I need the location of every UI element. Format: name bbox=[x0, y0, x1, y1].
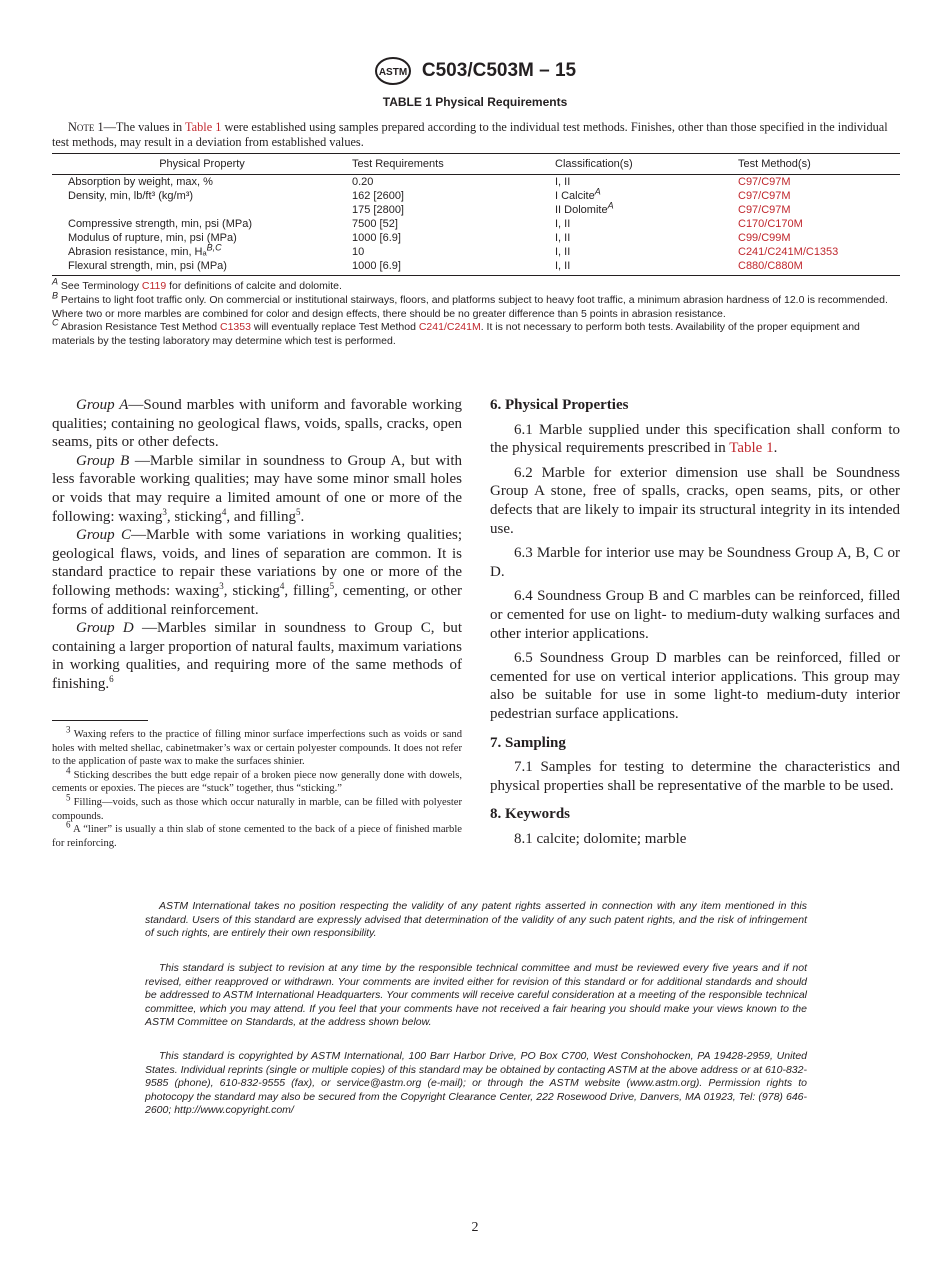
property-cell: Flexural strength, min, psi (MPa) bbox=[52, 259, 352, 276]
svg-text:ASTM: ASTM bbox=[378, 67, 408, 78]
paragraph-6-3: 6.3 Marble for interior use may be Soundness Group A, B, C or D. bbox=[490, 545, 900, 580]
table-row bbox=[52, 189, 900, 203]
table-row bbox=[52, 203, 900, 217]
paragraph-6-5: 6.5 Soundness Group D marbles can be reinforced, filled or cemented for use on vertical interior applications. This group may also be suitable for use in some light-to medium-duty interior pedestrian surface applications. bbox=[490, 650, 900, 722]
table-row bbox=[52, 231, 900, 245]
astm-logo-icon bbox=[374, 56, 412, 86]
col-header: Classification(s) bbox=[555, 154, 738, 175]
requirement-cell: 162 [2600] bbox=[352, 190, 404, 202]
table-row bbox=[52, 259, 900, 276]
left-column bbox=[52, 396, 462, 694]
paragraph-6-2: 6.2 Marble for exterior dimension use shall be Soundness Group A stone, free of spalls, cracks, open seams, pits, or other defects that are likely to impair its structural integrity in its intended use. bbox=[490, 464, 900, 537]
col-header: Test Method(s) bbox=[738, 154, 900, 175]
test-method-link[interactable]: C99/C99M bbox=[738, 232, 791, 244]
table-row bbox=[52, 217, 900, 231]
test-method-link[interactable]: C97/C97M bbox=[738, 190, 791, 202]
c119-link[interactable]: C119 bbox=[141, 280, 167, 292]
right-column bbox=[490, 396, 900, 854]
revision-notice: This standard is subject to revision at any time by the responsible technical committee and must be reviewed every five years and if not revised, either reapproved or withdrawn. Your comments are invited either for revision of this standard or for additional standards and should be addressed to ASTM International Headquarters. Your comments will receive careful consideration at a meeting of the responsible technical committee, which you may attend. If you feel that your comments have not received a fair hearing you should make your views known to the ASTM Committee on Standards, at the address shown below. bbox=[145, 962, 807, 1029]
physical-requirements-table bbox=[52, 153, 900, 276]
paragraph-8-1: 8.1 calcite; dolomite; marble bbox=[514, 830, 687, 847]
table-footnote-a: $^A$ See Terminology C119 for definitions of calcite and dolomite. bbox=[52, 276, 342, 292]
table-footnote-c: $^C$ Abrasion Resistance Test Method C1353 will eventually replace Test Method C241/C241M. It is not necessary to perform both tests. Availability of the proper equipment and materials by the testing laboratory may determine which test is performed. bbox=[52, 317, 860, 348]
requirement-cell: 10 bbox=[352, 246, 365, 258]
footnote-divider bbox=[52, 720, 148, 721]
section-heading: 6. Physical Properties bbox=[490, 397, 629, 413]
requirement-cell: 0.20 bbox=[352, 176, 374, 188]
requirement-cell: 1000 [6.9] bbox=[352, 232, 401, 244]
property-cell: Density, min, lb/ft³ (kg/m³) bbox=[68, 190, 194, 202]
classification-cell: I Calcite$^A$ bbox=[555, 186, 601, 202]
requirement-cell: 1000 [6.9] bbox=[352, 259, 555, 276]
group-c-paragraph: Group C—Marble with some variations in working qualities; geological flaws, voids, and lines of separation are common. It is standard practice to repair these variations by one or more of the following methods: waxing$^3$, sticking$^4$, filling$^5$, cementing, or other forms of additional reinforcement. bbox=[52, 527, 463, 618]
page-number: 2 bbox=[471, 1220, 479, 1235]
c241-link[interactable]: C241/C241M bbox=[418, 321, 481, 334]
table-1-link[interactable]: Table 1 bbox=[185, 120, 222, 134]
footnote: $^3$ Waxing refers to the practice of filling minor surface imperfections such as voids or sand holes with melted shellac, cabinetmaker’s wax or certain polyester compounds. It does not refer to the application of paste wax to make the surfaces shinier. bbox=[52, 724, 462, 768]
footnote: $^4$ Sticking describes the butt edge repair of a broken piece now generally done with dowels, cements or epoxies. The pieces are “stuck” together, thus “sticking.” bbox=[52, 765, 462, 795]
table-footnotes bbox=[52, 276, 900, 349]
property-cell: Modulus of rupture, min, psi (MPa) bbox=[68, 232, 237, 244]
table-footnote-b: $^B$ Pertains to light foot traffic only. On commercial or institutional stairways, floors, and platforms subject to heavy foot traffic, a minimum abrasion hardness of 12.0 is recommended. Where two or more marbles are combined for color and design effects, there should be no greater difference than 5 points in abrasion resistance. bbox=[52, 290, 888, 320]
group-b-paragraph: Group B —Marble similar in soundness to Group A, but with less favorable working qualities; may have some minor small holes or voids that may require a limited amount of one or more of the following: waxing$^3$, sticking$^4$, and filling$^5$. bbox=[52, 452, 462, 525]
property-cell bbox=[52, 203, 352, 217]
property-cell: Absorption by weight, max, % bbox=[68, 176, 213, 188]
paragraph-6-4: 6.4 Soundness Group B and C marbles can be reinforced, filled or cemented for use on light- to medium-duty walking surfaces and other interior applications. bbox=[490, 588, 900, 642]
footnotes bbox=[52, 724, 462, 850]
test-method-link[interactable]: C880/C880M bbox=[738, 259, 900, 276]
property-cell: Abrasion resistance, min, Hₐ$^{B,C}$ bbox=[68, 242, 222, 258]
copyright-notice: This standard is copyrighted by ASTM International, 100 Barr Harbor Drive, PO Box C700, West Conshohocken, PA 19428-2959, United States. Individual reprints (single or multiple copies) of this standard may be obtained by contacting ASTM at the above address or at 610-832-9585 (phone), 610-832-9555 (fax), or service@astm.org (e-mail); or through the ASTM website (www.astm.org). Permission rights to photocopy the standard may also be secured from the Copyright Clearance Center, 222 Rosewood Drive, Danvers, MA 01923, Tel: (978) 646-2600; http://www.copyright.com/ bbox=[145, 1050, 807, 1117]
requirement-cell: 7500 [52] bbox=[352, 218, 398, 230]
classification-cell: I, II bbox=[555, 232, 571, 244]
col-header: Test Requirements bbox=[352, 154, 555, 175]
property-cell: Compressive strength, min, psi (MPa) bbox=[68, 218, 252, 230]
table-title: TABLE 1 Physical Requirements bbox=[382, 95, 568, 109]
test-method-link[interactable]: C97/C97M bbox=[738, 204, 791, 216]
standard-designation: C503/C503M – 15 bbox=[421, 60, 577, 81]
test-method-link[interactable]: C97/C97M bbox=[738, 176, 791, 188]
table-1-link[interactable]: Table 1 bbox=[729, 440, 774, 457]
test-method-link[interactable]: C170/C170M bbox=[738, 218, 803, 230]
patent-notice: ASTM International takes no position respecting the validity of any patent rights asserted in connection with any item mentioned in this standard. Users of this standard are expressly advised that determination of the validity of any such patent rights, and the risk of infringement of such rights, are entirely their own responsibility. bbox=[145, 900, 807, 940]
group-a-paragraph: Group A—Sound marbles with uniform and favorable working qualities; containing no geological flaws, voids, spalls, cracks, open seams, pits or other defects. bbox=[52, 397, 462, 451]
classification-cell: I, II bbox=[555, 259, 738, 276]
requirement-cell: 175 [2800] bbox=[352, 204, 404, 216]
classification-cell: I, II bbox=[555, 246, 571, 258]
group-d-paragraph: Group D —Marbles similar in soundness to Group C, but containing a larger proportion of natural faults, maximum variations in working qualities, and requiring more of the same methods of finishing.$^6$ bbox=[52, 620, 462, 692]
classification-cell: I, II bbox=[555, 218, 571, 230]
classification-cell: II Dolomite$^A$ bbox=[555, 200, 614, 216]
section-heading: 7. Sampling bbox=[490, 734, 566, 751]
c1353-link[interactable]: C1353 bbox=[219, 321, 251, 334]
footnote: $^5$ Filling—voids, such as those which occur naturally in marble, can be filled with polyester compounds. bbox=[52, 792, 462, 822]
table-note: Note 1—The values in Table 1 were established using samples prepared according to the individual test methods. Finishes, other than those specified in the individual test methods, may result in a deviation from established values. bbox=[52, 120, 888, 149]
paragraph-6-1: 6.1 Marble supplied under this specification shall conform to the physical requirements prescribed in Table 1. bbox=[490, 421, 900, 457]
footnote: $^6$ A “liner” is usually a thin slab of stone cemented to the back of a piece of finished marble for reinforcing. bbox=[52, 819, 462, 849]
page-header bbox=[0, 56, 950, 86]
classification-cell: I, II bbox=[555, 176, 571, 188]
table-row bbox=[52, 175, 900, 190]
section-heading: 8. Keywords bbox=[490, 806, 570, 823]
table-row bbox=[52, 245, 900, 259]
test-method-link[interactable]: C241/C241M/C1353 bbox=[738, 246, 839, 258]
paragraph-7-1: 7.1 Samples for testing to determine the characteristics and physical properties shall be representative of the marble to be used. bbox=[490, 759, 900, 794]
col-header: Physical Property bbox=[52, 154, 352, 175]
